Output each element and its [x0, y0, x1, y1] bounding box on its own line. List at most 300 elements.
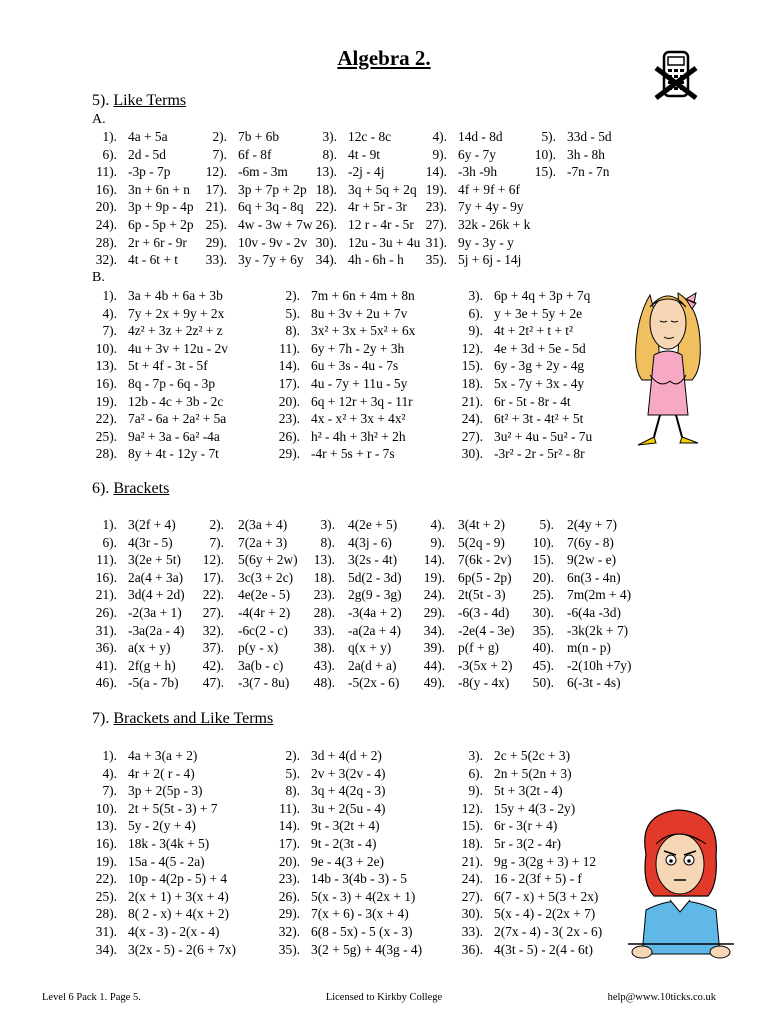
question-number: 10).: [95, 800, 117, 816]
question-expression: 3n + 6n + n: [128, 181, 190, 197]
question-number: 23).: [425, 199, 447, 215]
question-expression: 5(x - 3) + 4(2x + 1): [311, 888, 416, 904]
question-number: 30).: [461, 906, 483, 922]
question-expression: 4u + 3v + 12u - 2v: [128, 340, 228, 356]
question-expression: 4r + 2( r - 4): [128, 765, 195, 781]
question-expression: 7(6y - 8): [567, 534, 614, 550]
question-expression: 7a² - 6a + 2a² + 5a: [128, 411, 227, 427]
question-number: 50).: [532, 675, 554, 691]
question-number: 36).: [461, 941, 483, 957]
question-number: 27).: [202, 605, 224, 620]
question-number: 3).: [468, 288, 483, 303]
question-expression: 4(x - 3) - 2(x - 4): [128, 924, 220, 939]
list-row: [0, 782, 768, 799]
question-expression: 6p(5 - 2p): [458, 569, 512, 585]
question-number: 3).: [320, 517, 335, 532]
question-number: 22).: [315, 199, 337, 215]
question-number: 30).: [315, 234, 337, 250]
question-expression: 6(7 - x) + 5(3 + 2x): [494, 888, 599, 904]
question-number: 25).: [205, 217, 227, 232]
question-expression: 2a(d + a): [348, 657, 397, 673]
question-number: 33).: [205, 252, 227, 268]
question-number: 13).: [315, 164, 337, 180]
question-expression: 5x - 7y + 3x - 4y: [494, 376, 585, 391]
question-number: 18).: [315, 181, 337, 197]
question-expression: 7(6k - 2v): [458, 552, 512, 568]
question-expression: 4a + 3(a + 2): [128, 748, 198, 763]
question-expression: -2(3a + 1): [128, 605, 182, 620]
question-expression: 6y - 3g + 2y - 4g: [494, 358, 585, 374]
question-number: 8).: [285, 783, 300, 799]
list-row: [0, 534, 768, 551]
question-number: 31).: [95, 622, 117, 638]
question-number: 2).: [212, 129, 227, 144]
page-title: Algebra 2.: [337, 46, 431, 70]
question-number: 26).: [278, 428, 300, 444]
question-expression: 12b - 4c + 3b - 2c: [128, 393, 224, 409]
question-expression: 3(2s - 4t): [348, 552, 398, 568]
question-expression: 6p + 4q + 3p + 7q: [494, 288, 591, 303]
question-number: 32).: [202, 622, 224, 638]
question-expression: -3a(2a - 4): [128, 622, 185, 638]
question-expression: 14b - 3(4b - 3) - 5: [311, 871, 407, 887]
question-expression: 3(2f + 4): [128, 517, 176, 532]
question-number: 22).: [95, 871, 117, 887]
question-expression: 4u - 7y + 11u - 5y: [311, 376, 408, 391]
question-expression: 2f(g + h): [128, 657, 176, 673]
question-expression: h² - 4h + 3h² + 2h: [311, 428, 406, 444]
question-number: 49).: [423, 675, 445, 691]
question-number: 22).: [95, 411, 117, 427]
question-number: 32).: [278, 924, 300, 939]
question-number: 47).: [202, 675, 224, 691]
list-row: [0, 604, 768, 621]
section-5b-label: B.: [92, 270, 105, 285]
question-expression: 10p - 4(2p - 5) + 4: [128, 871, 228, 887]
question-expression: 4(2e + 5): [348, 517, 398, 532]
question-number: 33).: [461, 924, 483, 939]
question-number: 34).: [423, 622, 445, 638]
list-row: [0, 234, 768, 251]
question-number: 34).: [315, 252, 337, 268]
question-expression: 6f - 8f: [238, 146, 272, 162]
question-expression: 6q + 3q - 8q: [238, 199, 304, 215]
question-number: 12).: [461, 800, 483, 816]
question-expression: 3a + 4b + 6a + 3b: [128, 288, 223, 303]
question-expression: -4(4r + 2): [238, 605, 291, 620]
question-number: 29).: [278, 446, 300, 462]
question-number: 5).: [541, 129, 556, 144]
list-row: [0, 657, 768, 674]
question-expression: -3(4a + 2): [348, 605, 402, 620]
section-6-heading: 6). Brackets: [92, 480, 170, 497]
question-expression: -2j - 4j: [348, 164, 385, 180]
question-number: 9).: [432, 146, 447, 162]
question-number: 21).: [95, 587, 117, 603]
question-number: 27).: [461, 428, 483, 444]
question-number: 8).: [285, 323, 300, 339]
question-number: 23).: [278, 411, 300, 427]
question-number: 26).: [315, 217, 337, 232]
question-expression: m(n - p): [567, 640, 611, 656]
question-number: 20).: [95, 199, 117, 215]
question-expression: 3q + 5q + 2q: [348, 181, 417, 197]
question-expression: 7(2a + 3): [238, 534, 288, 550]
question-number: 3).: [468, 748, 483, 763]
question-number: 35).: [278, 941, 300, 957]
question-number: 29).: [278, 906, 300, 922]
question-expression: 3q + 4(2q - 3): [311, 783, 386, 799]
question-number: 12).: [461, 340, 483, 356]
question-number: 18).: [461, 376, 483, 391]
question-expression: 2t + 5(5t - 3) + 7: [128, 800, 218, 816]
question-expression: 3d(4 + 2d): [128, 587, 185, 603]
question-expression: 6y + 7h - 2y + 3h: [311, 340, 405, 356]
list-row: [0, 569, 768, 586]
question-expression: 6(-3t - 4s): [567, 675, 621, 691]
question-expression: 4t - 6t + t: [128, 252, 178, 268]
list-row: [0, 639, 768, 656]
question-number: 9).: [468, 323, 483, 339]
footer-license: Licensed to Kirkby College: [325, 992, 443, 1003]
question-number: 11).: [279, 800, 300, 816]
question-expression: -6m - 3m: [238, 164, 288, 180]
girl-cartoon: [620, 285, 720, 455]
question-expression: 5y - 2(y + 4): [128, 818, 196, 834]
question-expression: 3(2 + 5g) + 4(3g - 4): [311, 941, 423, 957]
question-expression: 3u + 2(5u - 4): [311, 800, 386, 816]
question-number: 15).: [461, 358, 483, 374]
question-number: 24).: [95, 217, 117, 232]
question-expression: 4w - 3w + 7w: [238, 217, 313, 232]
question-expression: 7m + 6n + 4m + 8n: [311, 288, 415, 303]
question-expression: 2(3a + 4): [238, 517, 288, 532]
question-number: 1).: [102, 288, 117, 303]
question-number: 48).: [313, 675, 335, 691]
question-number: 13).: [95, 358, 117, 374]
question-expression: 18k - 3(4k + 5): [128, 836, 210, 851]
question-expression: -5(a - 7b): [128, 675, 179, 691]
question-expression: 4h - 6h - h: [348, 252, 404, 268]
question-expression: 14d - 8d: [458, 129, 503, 144]
question-expression: -3r² - 2r - 5r² - 8r: [494, 446, 585, 462]
question-expression: -2(10h +7y): [567, 657, 632, 673]
question-number: 42).: [202, 657, 224, 673]
question-expression: 4(3t - 5) - 2(4 - 6t): [494, 941, 593, 957]
question-expression: 2(4y + 7): [567, 517, 617, 532]
question-expression: 12c - 8c: [348, 129, 392, 144]
question-expression: 16 - 2(3f + 5) - f: [494, 871, 582, 887]
question-number: 34).: [95, 941, 117, 957]
question-expression: -3k(2k + 7): [567, 622, 629, 638]
question-number: 41).: [95, 657, 117, 673]
question-number: 6).: [468, 765, 483, 781]
list-row: [0, 674, 768, 691]
question-number: 12).: [202, 552, 224, 568]
question-number: 27).: [461, 888, 483, 904]
question-expression: 3a(b - c): [238, 657, 284, 673]
question-expression: -6c(2 - c): [238, 622, 288, 638]
question-expression: 2d - 5d: [128, 146, 166, 162]
question-expression: 12u - 3u + 4u: [348, 234, 421, 250]
question-expression: 2v + 3(2v - 4): [311, 765, 386, 781]
question-number: 4).: [430, 517, 445, 532]
question-expression: 4(3r - 5): [128, 534, 173, 550]
question-number: 8).: [322, 146, 337, 162]
question-expression: -5(2x - 6): [348, 675, 400, 691]
question-expression: 2c + 5(2c + 3): [494, 748, 571, 763]
question-number: 19).: [423, 569, 445, 585]
question-number: 2).: [209, 517, 224, 532]
question-number: 7).: [102, 323, 117, 339]
question-number: 24).: [461, 871, 483, 887]
question-number: 20).: [278, 853, 300, 869]
question-expression: 3(2x - 5) - 2(6 + 7x): [128, 941, 236, 957]
question-expression: p(y - x): [238, 640, 279, 656]
question-expression: 12 r - 4r - 5r: [348, 217, 414, 232]
question-expression: -3(7 - 8u): [238, 675, 290, 691]
question-number: 19).: [95, 393, 117, 409]
question-number: 21).: [205, 199, 227, 215]
question-expression: 6q + 12r + 3q - 11r: [311, 393, 413, 409]
question-number: 29).: [205, 234, 227, 250]
list-row: [0, 765, 768, 782]
question-number: 17).: [202, 569, 224, 585]
question-expression: 5d(2 - 3d): [348, 569, 402, 585]
section-5-heading: 5). Like Terms: [92, 92, 187, 109]
question-expression: 4z² + 3z + 2z² + z: [128, 323, 223, 339]
question-expression: 2n + 5(2n + 3): [494, 765, 572, 781]
question-number: 28).: [313, 605, 335, 620]
question-number: 4).: [102, 305, 117, 321]
section-7-heading: 7). Brackets and Like Terms: [92, 710, 274, 727]
question-expression: -2e(4 - 3e): [458, 622, 515, 638]
question-expression: 15y + 4(3 - 2y): [494, 800, 576, 816]
question-expression: 9e - 4(3 + 2e): [311, 853, 384, 869]
question-expression: 4(3j - 6): [348, 534, 392, 550]
list-row: [0, 251, 768, 268]
question-number: 15).: [534, 164, 556, 180]
question-number: 30).: [461, 446, 483, 462]
question-number: 13).: [313, 552, 335, 568]
question-number: 24).: [461, 411, 483, 427]
question-expression: a(x + y): [128, 640, 171, 656]
question-expression: 32k - 26k + k: [458, 217, 531, 232]
question-expression: 4a + 5a: [128, 129, 168, 144]
question-number: 25).: [95, 428, 117, 444]
question-number: 3).: [322, 129, 337, 144]
list-row: [0, 128, 768, 145]
question-number: 7).: [102, 783, 117, 799]
list-row: [0, 622, 768, 639]
question-number: 45).: [532, 657, 554, 673]
question-expression: 4r + 5r - 3r: [348, 199, 407, 215]
list-row: [0, 216, 768, 233]
question-expression: 8y + 4t - 12y - 7t: [128, 446, 219, 462]
question-expression: 2g(9 - 3g): [348, 587, 402, 603]
question-expression: 7b + 6b: [238, 129, 280, 144]
question-number: 20).: [278, 393, 300, 409]
question-expression: 5(2q - 9): [458, 534, 505, 550]
question-number: 15).: [532, 552, 554, 568]
question-number: 26).: [278, 888, 300, 904]
question-expression: 5(x - 4) - 2(2x + 7): [494, 906, 596, 922]
question-expression: 3(4t + 2): [458, 517, 505, 532]
question-number: 5).: [285, 305, 300, 321]
question-expression: 5(6y + 2w): [238, 552, 298, 568]
question-number: 39).: [423, 640, 445, 656]
question-number: 13).: [95, 818, 117, 834]
question-expression: 3c(3 + 2c): [238, 569, 294, 585]
question-number: 10).: [532, 534, 554, 550]
question-expression: 9t - 3(2t + 4): [311, 818, 380, 834]
calculator-crossed-icon: [650, 48, 700, 104]
question-expression: 8( 2 - x) + 4(x + 2): [128, 906, 230, 922]
question-expression: 3p + 9p - 4p: [128, 199, 194, 215]
question-number: 14).: [278, 818, 300, 834]
question-number: 14).: [423, 552, 445, 568]
question-expression: 7y + 2x + 9y + 2x: [128, 305, 225, 321]
question-expression: 7(x + 6) - 3(x + 4): [311, 906, 409, 922]
question-number: 10).: [95, 340, 117, 356]
question-number: 14).: [425, 164, 447, 180]
question-number: 6).: [102, 146, 117, 162]
question-number: 17).: [205, 181, 227, 197]
question-expression: q(x + y): [348, 640, 392, 656]
question-expression: 9g - 3(2g + 3) + 12: [494, 853, 597, 869]
question-expression: p(f + g): [458, 640, 500, 656]
list-row: [0, 163, 768, 180]
question-expression: 8q - 7p - 6q - 3p: [128, 376, 216, 391]
question-number: 16).: [95, 181, 117, 197]
list-row: [0, 181, 768, 198]
question-expression: -7n - 7n: [567, 164, 610, 180]
question-expression: 5t + 4f - 3t - 5f: [128, 358, 208, 374]
question-expression: 5r - 3(2 - 4r): [494, 836, 561, 851]
question-expression: 2t(5t - 3): [458, 587, 506, 603]
question-number: 11).: [96, 164, 117, 180]
question-expression: 8u + 3v + 2u + 7v: [311, 305, 408, 321]
question-number: 4).: [432, 129, 447, 144]
question-number: 20).: [532, 569, 554, 585]
question-number: 6).: [468, 305, 483, 321]
question-number: 8).: [320, 534, 335, 550]
teacher-cartoon: [628, 804, 734, 964]
question-number: 1).: [102, 517, 117, 532]
question-number: 23).: [313, 587, 335, 603]
question-expression: 5j + 6j - 14j: [458, 252, 522, 268]
question-number: 25).: [95, 888, 117, 904]
question-expression: 4x - x² + 3x + 4x²: [311, 411, 406, 427]
question-number: 17).: [278, 836, 300, 851]
question-number: 25).: [532, 587, 554, 603]
question-expression: 4t - 9t: [348, 146, 380, 162]
question-number: 15).: [461, 818, 483, 834]
question-number: 2).: [285, 288, 300, 303]
question-expression: -4r + 5s + r - 7s: [311, 446, 395, 462]
question-expression: 6t² + 3t - 4t² + 5t: [494, 411, 584, 427]
question-number: 30).: [532, 605, 554, 620]
question-expression: 6y - 7y: [458, 146, 496, 162]
question-expression: 9a² + 3a - 6a² -4a: [128, 428, 220, 444]
list-row: [0, 551, 768, 568]
list-row: [0, 198, 768, 215]
question-number: 46).: [95, 675, 117, 691]
question-expression: 3x² + 3x + 5x² + 6x: [311, 323, 416, 339]
question-expression: 2(7x - 4) - 3( 2x - 6): [494, 924, 603, 939]
question-expression: -8(y - 4x): [458, 675, 510, 691]
question-number: 22).: [202, 587, 224, 603]
question-expression: 7m(2m + 4): [567, 587, 632, 603]
question-expression: 4f + 9f + 6f: [458, 181, 520, 197]
question-expression: 9(2w - e): [567, 552, 617, 568]
question-expression: 3p + 7p + 2p: [238, 181, 307, 197]
list-row: [0, 516, 768, 533]
question-number: 5).: [285, 765, 300, 781]
question-number: 12).: [205, 164, 227, 180]
question-expression: -6(3 - 4d): [458, 605, 510, 620]
question-number: 11).: [96, 552, 117, 568]
question-expression: 6r - 5t - 8r - 4t: [494, 393, 571, 409]
question-number: 9).: [468, 783, 483, 799]
question-number: 28).: [95, 906, 117, 922]
question-expression: 9t - 2(3t - 4): [311, 836, 377, 851]
footer-page-info: Level 6 Pack 1. Page 5.: [42, 992, 141, 1003]
question-expression: 7y + 4y - 9y: [458, 199, 524, 215]
question-expression: -3(5x + 2): [458, 657, 513, 673]
question-number: 9).: [430, 534, 445, 550]
question-number: 16).: [95, 376, 117, 391]
question-expression: 5t + 3(2t - 4): [494, 783, 563, 799]
question-expression: 6p - 5p + 2p: [128, 217, 194, 232]
list-row: [0, 586, 768, 603]
question-expression: -6(4a -3d): [567, 605, 621, 620]
question-expression: 2(x + 1) + 3(x + 4): [128, 888, 229, 904]
question-number: 10).: [534, 146, 556, 162]
question-number: 16).: [95, 569, 117, 585]
question-number: 18).: [461, 836, 483, 851]
question-expression: 3h - 8h: [567, 146, 605, 162]
question-number: 14).: [278, 358, 300, 374]
question-number: 23).: [278, 871, 300, 887]
question-number: 1).: [102, 129, 117, 144]
question-number: 7).: [209, 534, 224, 550]
question-number: 2).: [285, 748, 300, 763]
question-number: 35).: [532, 622, 554, 638]
question-expression: 4t + 2t² + t + t²: [494, 323, 574, 339]
question-number: 36).: [95, 640, 117, 656]
question-number: 16).: [95, 836, 117, 851]
question-expression: 6u + 3s - 4u - 7s: [311, 358, 399, 374]
question-number: 19).: [95, 853, 117, 869]
question-number: 38).: [313, 640, 335, 656]
footer-email: help@www.10ticks.co.uk: [607, 992, 716, 1003]
question-number: 1).: [102, 748, 117, 763]
question-expression: 33d - 5d: [567, 129, 612, 144]
question-expression: 2a(4 + 3a): [128, 569, 184, 585]
question-expression: 3d + 4(d + 2): [311, 748, 382, 763]
section-5a-label: A.: [92, 112, 106, 127]
question-number: 7).: [212, 146, 227, 162]
question-number: 6).: [102, 534, 117, 550]
question-number: 26).: [95, 605, 117, 620]
question-number: 24).: [423, 587, 445, 603]
question-number: 21).: [461, 393, 483, 409]
question-number: 5).: [539, 517, 554, 532]
question-number: 35).: [425, 252, 447, 268]
question-number: 31).: [95, 924, 117, 939]
question-number: 17).: [278, 376, 300, 391]
